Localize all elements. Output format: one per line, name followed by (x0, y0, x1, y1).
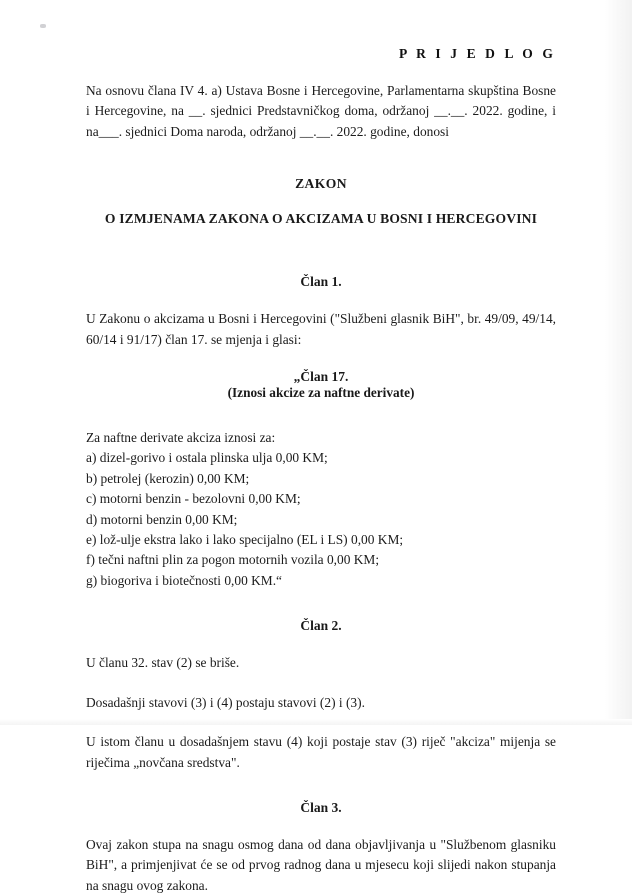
article-2-heading: Član 2. (300, 618, 342, 634)
spacer (86, 261, 556, 274)
spacer (86, 713, 556, 732)
document-body (86, 0, 556, 896)
spacer (86, 591, 556, 618)
spacer (86, 350, 556, 369)
excise-list (86, 448, 556, 591)
spacer (86, 401, 556, 428)
list-item: d) motorni benzin 0,00 KM; (86, 511, 238, 527)
list-item: b) petrolej (kerozin) 0,00 KM; (86, 470, 250, 486)
preamble-paragraph: Na osnovu člana IV 4. a) Ustava Bosne i Hercegovine, Parlamentarna skupština Bosne i Hercegovine, na __. sjednici Predstavničkog doma, održanoj __.__. 2022. godine, i na___. sjednici Doma naroda, održanoj __.__. 2022. godine, donosi (86, 83, 556, 139)
spacer (86, 142, 556, 176)
spacer (86, 773, 556, 800)
scan-edge-right (605, 0, 632, 725)
scan-artifact-speck (40, 24, 46, 28)
list-item: g) biogoriva i biotečnosti 0,00 KM.“ (86, 572, 282, 588)
spacer (86, 227, 556, 261)
article-3-heading: Član 3. (300, 799, 342, 815)
law-subtitle: O IZMJENAMA ZAKONA O AKCIZAMA U BOSNI I HERCEGOVINI (104, 211, 538, 227)
excise-list-lead-in: Za naftne derivate akciza iznosi za: (86, 430, 276, 446)
spacer (86, 634, 556, 653)
spacer (86, 290, 556, 309)
quoted-article-17-subheading: (Iznosi akcize za naftne derivate) (227, 385, 415, 401)
article-2-paragraph-3: U istom članu u dosadašnjem stavu (4) koji postaje stav (3) riječ "akciza" mijenja se riječima „novčana sredstva". (86, 734, 556, 770)
article-1-heading: Član 1. (300, 274, 342, 290)
article-2-paragraph-1: U članu 32. stav (2) se briše. (86, 655, 240, 671)
list-item: c) motorni benzin - bezolovni 0,00 KM; (86, 491, 301, 507)
law-title: ZAKON (295, 176, 347, 192)
list-item: a) dizel-gorivo i ostala plinska ulja 0,00 KM; (86, 450, 328, 466)
quoted-article-17-heading: „Član 17. (293, 369, 349, 385)
spacer (86, 816, 556, 835)
list-item: f) tečni naftni plin za pogon motornih vozila 0,00 KM; (86, 552, 380, 568)
article-3-paragraph-1: Ovaj zakon stupa na snagu osmog dana od dana objavljivanja u "Službenom glasniku BiH", a primjenjivat će se od prvog radnog dana u mjesecu koji slijedi nakon stupanja na snagu ovog zakona. (86, 836, 556, 893)
article-1-intro: U Zakonu o akcizama u Bosni i Hercegovini ("Službeni glasnik BiH", br. 49/09, 49/14, 60/14 i 91/17) član 17. se mjenja i glasi: (86, 311, 556, 347)
spacer (86, 192, 556, 211)
document-label: P R I J E D L O G (399, 46, 556, 61)
spacer (86, 674, 556, 693)
article-2-paragraph-2: Dosadašnji stavovi (3) i (4) postaju stavovi (2) i (3). (86, 694, 365, 710)
list-item: e) lož-ulje ekstra lako i lako specijalno (EL i LS) 0,00 KM; (86, 532, 404, 548)
